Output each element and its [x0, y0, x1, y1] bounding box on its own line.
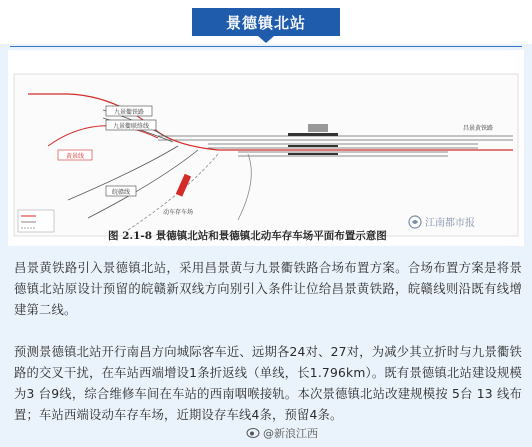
figure-watermark-text: 江南都市报	[425, 218, 475, 229]
section-title	[192, 8, 340, 36]
platform-3	[288, 153, 338, 155]
label-depot: 动车存车场	[162, 209, 194, 216]
body-paragraph-1: 昌景黄铁路引入景德镇北站，采用昌景黄与九景衢铁路合场布置方案。合场布置方案是将景德镇北站原设计预留的皖赣新双线方向别引入条件让位给昌景黄铁路，皖赣线则沿既有线增建第二线。	[14, 261, 522, 317]
label-line-c: 黄景线	[65, 153, 85, 160]
platform-2	[288, 145, 338, 147]
label-line-d: 皖赣线	[111, 189, 131, 196]
legend-box	[18, 210, 54, 232]
section-title-text: 景德镇北站	[225, 13, 306, 32]
body-paragraph-2: 预测景德镇北站开行南昌方向城际客车近、远期各24对、27对，为减少其立折时与九景衢铁路的交叉干扰，在车站西端增设1条折返线（单线，长1.796km）。既有景德镇北站建设规模为3 台9线，综合维修车间在车站的西南咽喉接轨。本次景德镇北站改建规模按 5台 13 线布置；车站西端设动车存车场，近期设存车线4条，预留4条。	[14, 345, 522, 422]
platform-1	[288, 133, 338, 136]
label-right-line: 昌景黄铁路	[462, 125, 494, 132]
header-divider	[10, 46, 522, 47]
figure-caption: 图 2.1-8 景德镇北站和景德镇北动车存车场平面布置示意图	[108, 230, 387, 242]
bottom-watermark-text: @新浪江西	[263, 427, 318, 440]
newspaper-logo-icon	[408, 215, 422, 229]
bottom-watermark	[246, 425, 318, 441]
station-building	[308, 124, 328, 132]
figure-watermark	[408, 214, 475, 229]
label-line-a: 九景衢铁路	[113, 109, 145, 116]
label-line-b: 九景衢联络线	[112, 123, 150, 130]
weibo-eye-icon	[246, 427, 260, 439]
